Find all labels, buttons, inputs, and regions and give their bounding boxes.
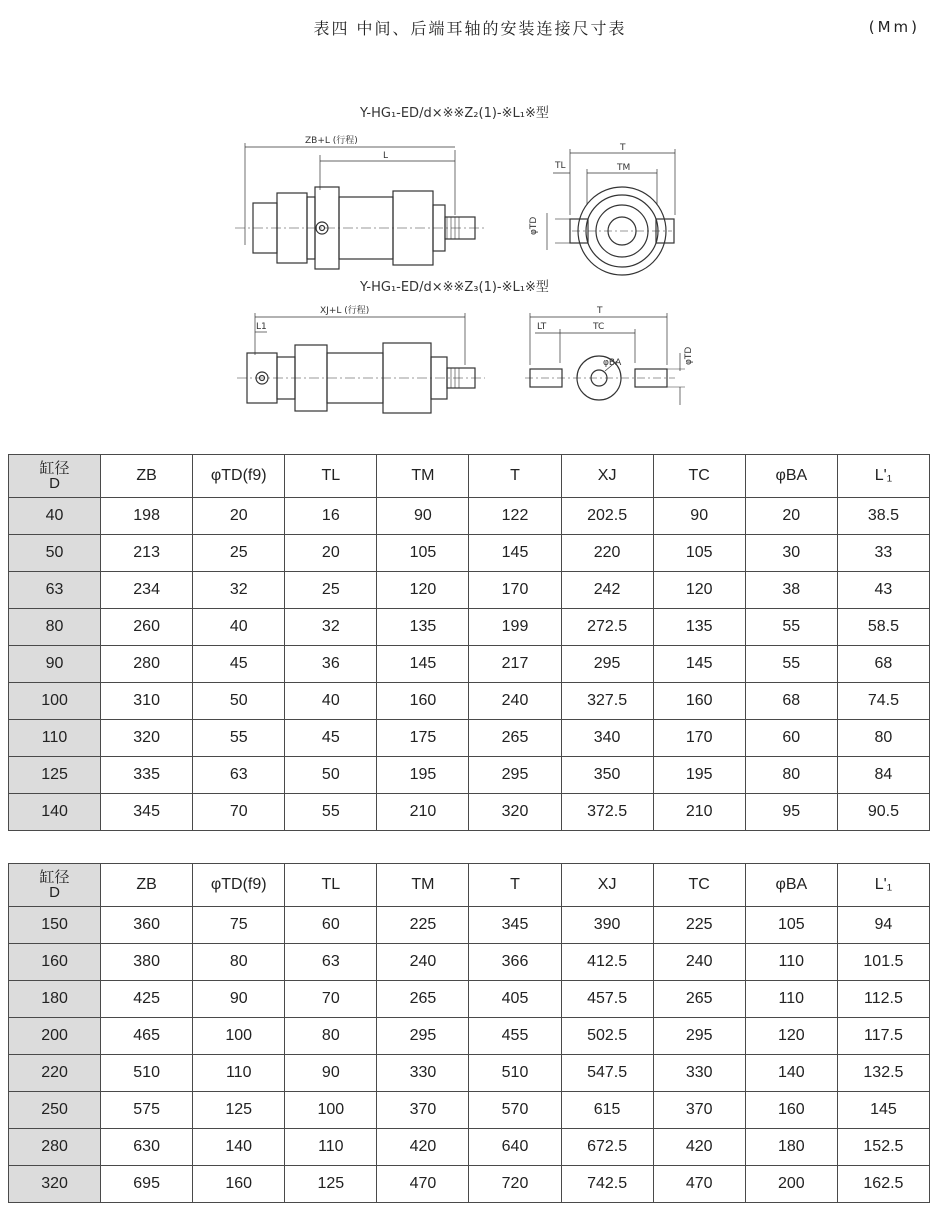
table-cell: 370 [377, 1092, 469, 1129]
table-cell: 25 [285, 572, 377, 609]
bore-diameter-cell: 100 [9, 683, 101, 720]
table-cell: 60 [745, 720, 837, 757]
table-cell: 510 [469, 1055, 561, 1092]
table-cell: 350 [561, 757, 653, 794]
bore-diameter-cell: 90 [9, 646, 101, 683]
table-cell: 145 [837, 1092, 929, 1129]
table-cell: 160 [653, 683, 745, 720]
dimension-table-1 [8, 454, 930, 831]
table-row [9, 1018, 930, 1055]
table-cell: 75 [193, 907, 285, 944]
table-cell: 33 [837, 535, 929, 572]
table-cell: 335 [101, 757, 193, 794]
dim-label: TL [555, 161, 566, 171]
table-cell: 295 [377, 1018, 469, 1055]
header-ba: φBA [745, 455, 837, 498]
table-cell: 68 [745, 683, 837, 720]
table-cell: 199 [469, 609, 561, 646]
table-cell: 125 [193, 1092, 285, 1129]
table-cell: 210 [653, 794, 745, 831]
table-row [9, 720, 930, 757]
header-td: φTD(f9) [193, 455, 285, 498]
table-cell: 220 [561, 535, 653, 572]
table-cell: 742.5 [561, 1166, 653, 1203]
header-bore-diameter: 缸径 D [9, 455, 101, 498]
table-cell: 105 [377, 535, 469, 572]
table-cell: 95 [745, 794, 837, 831]
bore-diameter-cell: 80 [9, 609, 101, 646]
table-cell: 420 [377, 1129, 469, 1166]
table-cell: 210 [377, 794, 469, 831]
table-cell: 74.5 [837, 683, 929, 720]
table-cell: 320 [469, 794, 561, 831]
bore-diameter-cell: 125 [9, 757, 101, 794]
table-cell: 425 [101, 981, 193, 1018]
table-header-row [9, 455, 930, 498]
table-cell: 470 [377, 1166, 469, 1203]
table-cell: 45 [193, 646, 285, 683]
table-cell: 510 [101, 1055, 193, 1092]
table-cell: 265 [469, 720, 561, 757]
table-cell: 90.5 [837, 794, 929, 831]
table-cell: 260 [101, 609, 193, 646]
table-cell: 145 [469, 535, 561, 572]
table-cell: 117.5 [837, 1018, 929, 1055]
table-cell: 340 [561, 720, 653, 757]
bore-diameter-cell: 180 [9, 981, 101, 1018]
table-cell: 240 [377, 944, 469, 981]
table-cell: 55 [285, 794, 377, 831]
table-cell: 225 [377, 907, 469, 944]
table-cell: 40 [193, 609, 285, 646]
table-cell: 20 [193, 498, 285, 535]
table-cell: 295 [653, 1018, 745, 1055]
table-cell: 135 [377, 609, 469, 646]
table-cell: 465 [101, 1018, 193, 1055]
table-cell: 100 [285, 1092, 377, 1129]
table-cell: 240 [469, 683, 561, 720]
table-cell: 43 [837, 572, 929, 609]
table-cell: 265 [377, 981, 469, 1018]
header-tm: TM [377, 864, 469, 907]
header-l1: L'₁ [837, 864, 929, 907]
table-row [9, 609, 930, 646]
dim-label: XJ+L (行程) [320, 306, 370, 316]
table-cell: 112.5 [837, 981, 929, 1018]
table-cell: 265 [653, 981, 745, 1018]
table-cell: 63 [193, 757, 285, 794]
bore-diameter-cell: 200 [9, 1018, 101, 1055]
table-cell: 70 [285, 981, 377, 1018]
table-cell: 90 [653, 498, 745, 535]
header-tm: TM [377, 455, 469, 498]
table-cell: 105 [653, 535, 745, 572]
table-cell: 327.5 [561, 683, 653, 720]
table-cell: 360 [101, 907, 193, 944]
table-row [9, 907, 930, 944]
table-cell: 295 [469, 757, 561, 794]
table-cell: 90 [193, 981, 285, 1018]
table-cell: 20 [285, 535, 377, 572]
table-row [9, 944, 930, 981]
bore-diameter-cell: 50 [9, 535, 101, 572]
table-cell: 170 [653, 720, 745, 757]
table-cell: 101.5 [837, 944, 929, 981]
table-cell: 90 [285, 1055, 377, 1092]
dim-label: ZB+L (行程) [305, 136, 358, 146]
table-cell: 30 [745, 535, 837, 572]
table-row [9, 572, 930, 609]
table-cell: 330 [653, 1055, 745, 1092]
dim-label: L [383, 151, 389, 161]
table-cell: 80 [837, 720, 929, 757]
table-cell: 345 [469, 907, 561, 944]
header-tl: TL [285, 455, 377, 498]
table-cell: 202.5 [561, 498, 653, 535]
bore-diameter-cell: 63 [9, 572, 101, 609]
table-cell: 502.5 [561, 1018, 653, 1055]
dimension-table-2 [8, 863, 930, 1203]
table-cell: 345 [101, 794, 193, 831]
table-cell: 295 [561, 646, 653, 683]
table-cell: 105 [745, 907, 837, 944]
table-cell: 55 [193, 720, 285, 757]
table-cell: 90 [377, 498, 469, 535]
table-cell: 380 [101, 944, 193, 981]
cylinder-drawing [225, 95, 705, 425]
table-cell: 310 [101, 683, 193, 720]
table-row [9, 1166, 930, 1203]
table-row [9, 1055, 930, 1092]
header-zb: ZB [101, 455, 193, 498]
table-cell: 672.5 [561, 1129, 653, 1166]
table-cell: 695 [101, 1166, 193, 1203]
header-tl: TL [285, 864, 377, 907]
header-td: φTD(f9) [193, 864, 285, 907]
table-cell: 80 [285, 1018, 377, 1055]
bore-diameter-cell: 40 [9, 498, 101, 535]
table-cell: 132.5 [837, 1055, 929, 1092]
dim-label: T [620, 143, 626, 153]
table-cell: 110 [193, 1055, 285, 1092]
header-tc: TC [653, 864, 745, 907]
table-cell: 120 [377, 572, 469, 609]
table-cell: 370 [653, 1092, 745, 1129]
table-cell: 32 [193, 572, 285, 609]
table-cell: 36 [285, 646, 377, 683]
header-tc: TC [653, 455, 745, 498]
table-cell: 38 [745, 572, 837, 609]
table-cell: 200 [745, 1166, 837, 1203]
table-row [9, 1129, 930, 1166]
header-t: T [469, 455, 561, 498]
table-cell: 272.5 [561, 609, 653, 646]
table-cell: 122 [469, 498, 561, 535]
table-cell: 60 [285, 907, 377, 944]
table-cell: 68 [837, 646, 929, 683]
table-cell: 420 [653, 1129, 745, 1166]
table-cell: 455 [469, 1018, 561, 1055]
bore-diameter-cell: 320 [9, 1166, 101, 1203]
table-cell: 162.5 [837, 1166, 929, 1203]
table-cell: 366 [469, 944, 561, 981]
header-xj: XJ [561, 455, 653, 498]
table-cell: 280 [101, 646, 193, 683]
table-cell: 195 [653, 757, 745, 794]
header-xj: XJ [561, 864, 653, 907]
table-cell: 570 [469, 1092, 561, 1129]
table-cell: 135 [653, 609, 745, 646]
header-ba: φBA [745, 864, 837, 907]
dim-label: φTD [529, 216, 539, 235]
table-cell: 615 [561, 1092, 653, 1129]
table-cell: 213 [101, 535, 193, 572]
table-row [9, 498, 930, 535]
table-cell: 70 [193, 794, 285, 831]
table-cell: 25 [193, 535, 285, 572]
table-cell: 32 [285, 609, 377, 646]
table-cell: 234 [101, 572, 193, 609]
table-cell: 140 [745, 1055, 837, 1092]
diagram-caption-bottom: Y-HG₁-ED/d×※※Z₃(1)-※L₁※型 [360, 280, 549, 295]
table-row [9, 1092, 930, 1129]
table-cell: 320 [101, 720, 193, 757]
table-cell: 720 [469, 1166, 561, 1203]
table-cell: 16 [285, 498, 377, 535]
header-zb: ZB [101, 864, 193, 907]
table-cell: 198 [101, 498, 193, 535]
table-cell: 58.5 [837, 609, 929, 646]
table-cell: 20 [745, 498, 837, 535]
table-cell: 100 [193, 1018, 285, 1055]
table-cell: 45 [285, 720, 377, 757]
table-cell: 160 [745, 1092, 837, 1129]
bore-diameter-cell: 250 [9, 1092, 101, 1129]
bore-diameter-cell: 110 [9, 720, 101, 757]
bore-diameter-cell: 280 [9, 1129, 101, 1166]
table-cell: 145 [653, 646, 745, 683]
table-cell: 412.5 [561, 944, 653, 981]
table-cell: 547.5 [561, 1055, 653, 1092]
table-cell: 640 [469, 1129, 561, 1166]
table-cell: 457.5 [561, 981, 653, 1018]
table-row [9, 981, 930, 1018]
table-cell: 152.5 [837, 1129, 929, 1166]
dim-label: TM [617, 163, 631, 173]
table-cell: 84 [837, 757, 929, 794]
table-cell: 63 [285, 944, 377, 981]
table-row [9, 683, 930, 720]
table-cell: 140 [193, 1129, 285, 1166]
table-cell: 217 [469, 646, 561, 683]
table-header-row [9, 864, 930, 907]
table-row [9, 535, 930, 572]
table-cell: 175 [377, 720, 469, 757]
page-title: 表四 中间、后端耳轴的安装连接尺寸表 [313, 19, 627, 38]
table-cell: 110 [745, 944, 837, 981]
table-cell: 470 [653, 1166, 745, 1203]
table-row [9, 757, 930, 794]
bore-diameter-cell: 140 [9, 794, 101, 831]
table-cell: 225 [653, 907, 745, 944]
table-cell: 145 [377, 646, 469, 683]
dim-label: TC [593, 322, 605, 332]
table-cell: 160 [377, 683, 469, 720]
dim-label: φTD [684, 346, 694, 365]
table-cell: 160 [193, 1166, 285, 1203]
table-cell: 110 [285, 1129, 377, 1166]
table-cell: 575 [101, 1092, 193, 1129]
table-cell: 242 [561, 572, 653, 609]
table-cell: 170 [469, 572, 561, 609]
table-cell: 405 [469, 981, 561, 1018]
table-cell: 630 [101, 1129, 193, 1166]
unit-label: (Mm) [868, 18, 920, 36]
table-cell: 120 [745, 1018, 837, 1055]
table-cell: 390 [561, 907, 653, 944]
bore-diameter-cell: 160 [9, 944, 101, 981]
table-row [9, 794, 930, 831]
table-row [9, 646, 930, 683]
table-cell: 195 [377, 757, 469, 794]
dim-label: T [597, 306, 603, 316]
table-cell: 55 [745, 609, 837, 646]
table-cell: 372.5 [561, 794, 653, 831]
table-cell: 110 [745, 981, 837, 1018]
table-cell: 38.5 [837, 498, 929, 535]
table-cell: 80 [745, 757, 837, 794]
table-cell: 80 [193, 944, 285, 981]
bore-diameter-cell: 150 [9, 907, 101, 944]
header-bore-diameter: 缸径 D [9, 864, 101, 907]
dim-label: L1 [256, 322, 267, 332]
table-cell: 120 [653, 572, 745, 609]
table-cell: 50 [193, 683, 285, 720]
table-cell: 240 [653, 944, 745, 981]
table-cell: 180 [745, 1129, 837, 1166]
table-cell: 50 [285, 757, 377, 794]
table-cell: 125 [285, 1166, 377, 1203]
bore-diameter-cell: 220 [9, 1055, 101, 1092]
header-l1: L'₁ [837, 455, 929, 498]
header-t: T [469, 864, 561, 907]
dim-label: φBA [603, 358, 622, 368]
dim-label: LT [537, 322, 547, 332]
diagram-caption-top: Y-HG₁-ED/d×※※Z₂(1)-※L₁※型 [360, 106, 549, 121]
table-cell: 94 [837, 907, 929, 944]
table-cell: 40 [285, 683, 377, 720]
table-cell: 330 [377, 1055, 469, 1092]
table-cell: 55 [745, 646, 837, 683]
